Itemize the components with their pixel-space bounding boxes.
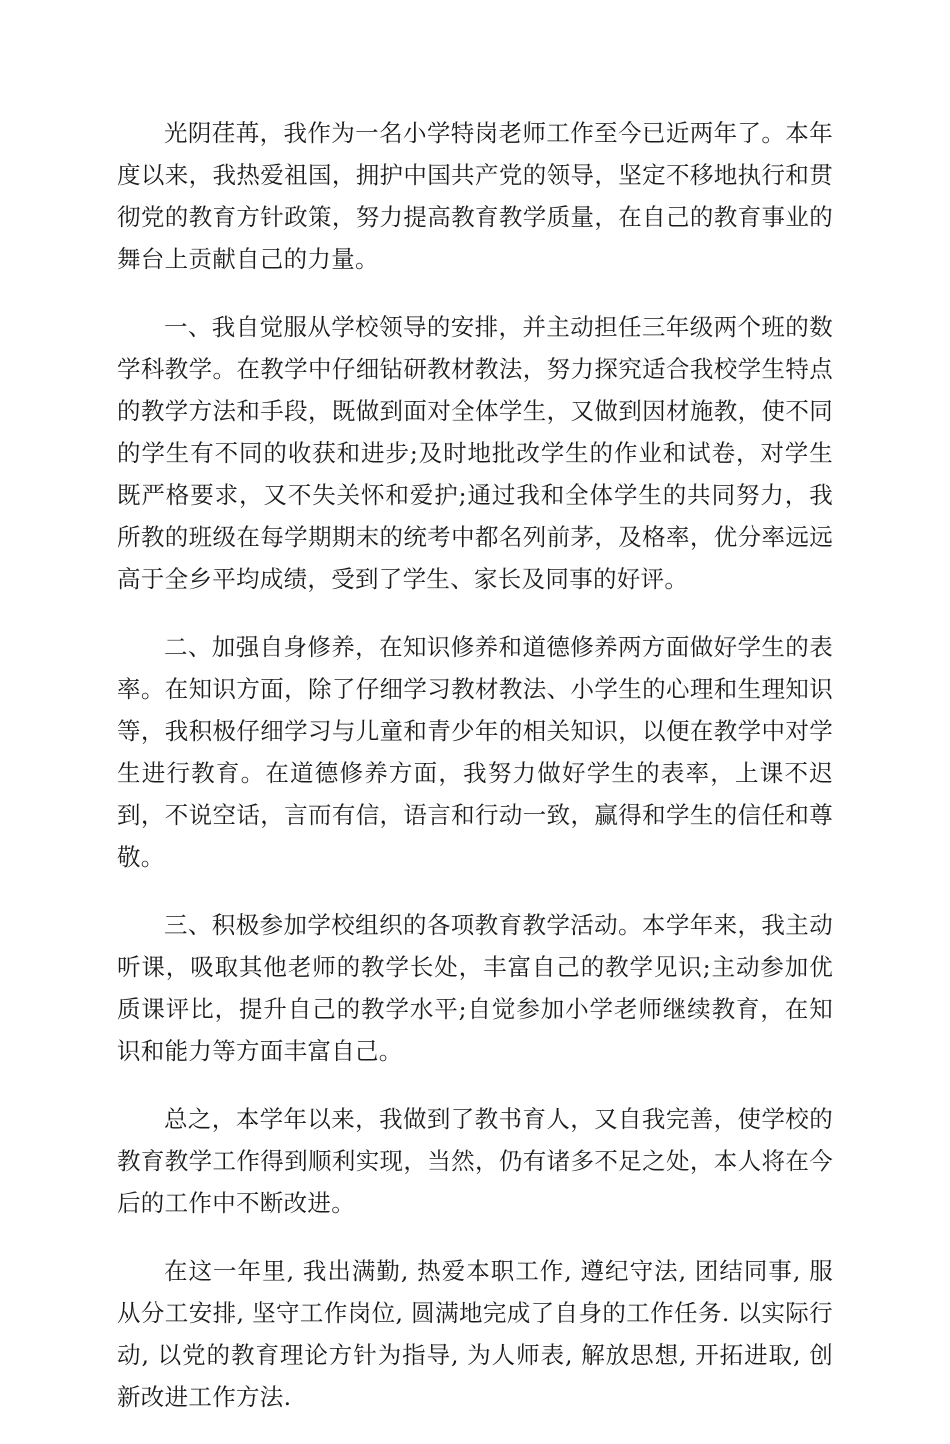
paragraph-section-two: 二、加强自身修养，在知识修养和道德修养两方面做好学生的表率。在知识方面，除了仔细学习教材教法、小学生的心理和生理知识等，我积极仔细学习与儿童和青少年的相关知识，以便在教学中对学生进行教育。在道德修养方面，我努力做好学生的表率，上课不迟到，不说空话，言而有信，语言和行动一致，赢得和学生的信任和尊敬。: [117, 633, 833, 871]
paragraph-section-three: 三、积极参加学校组织的各项教育教学活动。本学年来，我主动听课，吸取其他老师的教学长处，丰富自己的教学见识;主动参加优质课评比，提升自己的教学水平;自觉参加小学老师继续教育，在知识和能力等方面丰富自己。: [117, 911, 833, 1065]
paragraph-intro: 光阴荏苒，我作为一名小学特岗老师工作至今已近两年了。本年度以来，我热爱祖国，拥护中国共产党的领导，坚定不移地执行和贯彻党的教育方针政策，努力提高教育教学质量，在自己的教育事业的舞台上贡献自己的力量。: [117, 119, 833, 273]
paragraph-summary: 总之，本学年以来，我做到了教书育人，又自我完善，使学校的教育教学工作得到顺利实现，当然，仍有诸多不足之处，本人将在今后的工作中不断改进。: [117, 1105, 833, 1217]
paragraph-closing: 在这一年里, 我出满勤, 热爱本职工作, 遵纪守法, 团结同事, 服从分工安排, 坚守工作岗位, 圆满地完成了自身的工作任务. 以实际行动, 以党的教育理论方针为指导, 为人师表, 解放思想, 开拓进取, 创新改进工作方法.: [117, 1257, 833, 1411]
document-body: [117, 112, 833, 1444]
paragraph-section-one: 一、我自觉服从学校领导的安排，并主动担任三年级两个班的数学科教学。在教学中仔细钻研教材教法，努力探究适合我校学生特点的教学方法和手段，既做到面对全体学生，又做到因材施教，使不同的学生有不同的收获和进步;及时地批改学生的作业和试卷，对学生既严格要求，又不失关怀和爱护;通过我和全体学生的共同努力，我所教的班级在每学期期末的统考中都名列前茅，及格率，优分率远远高于全乡平均成绩，受到了学生、家长及同事的好评。: [117, 313, 833, 593]
